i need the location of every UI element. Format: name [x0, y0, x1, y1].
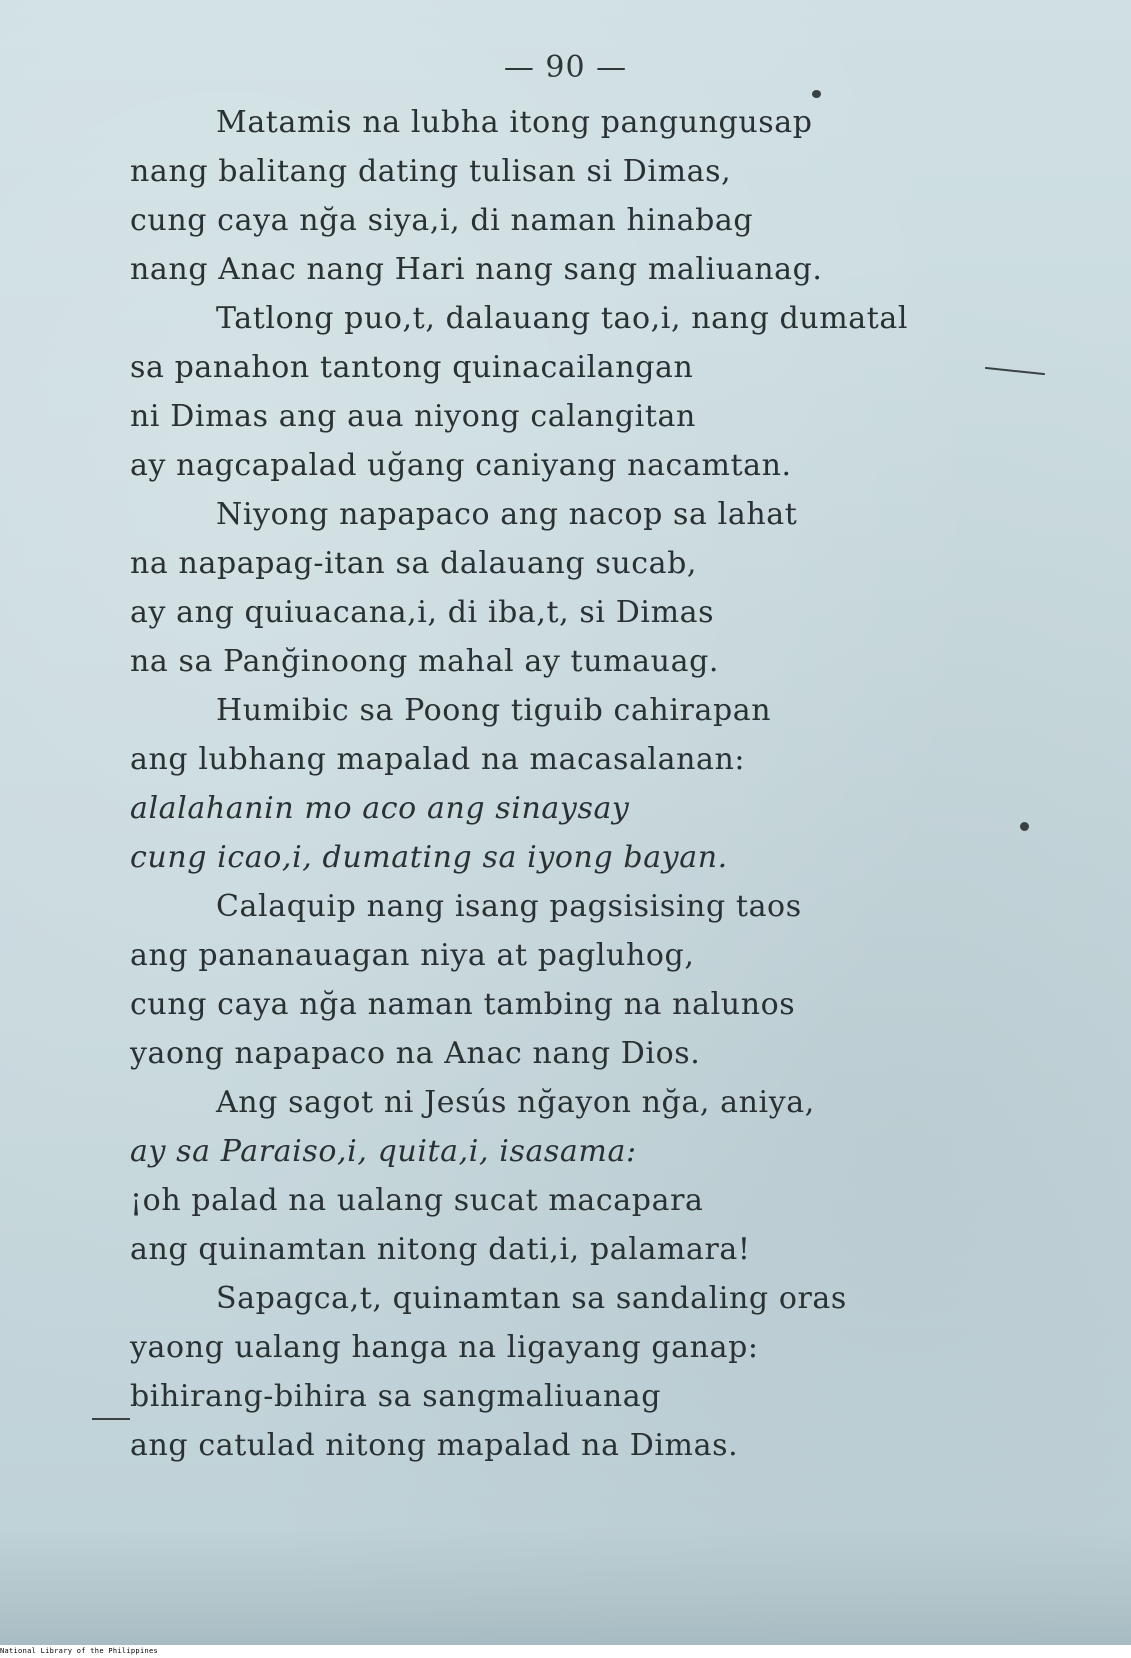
- stanza: [130, 686, 1060, 882]
- poem-line: nang balitang dating tulisan si Dimas,: [130, 154, 732, 189]
- stanza: [130, 98, 1060, 294]
- library-credit: National Library of the Philippines: [0, 1647, 159, 1655]
- stanza: [130, 294, 1060, 490]
- poem-line: cung caya nğa naman tambing na nalunos: [130, 987, 796, 1022]
- poem-line: ¡oh palad na ualang sucat macapara: [130, 1183, 704, 1218]
- poem-line: Ang sagot ni Jesús nğayon nğa, aniya,: [216, 1085, 815, 1120]
- poem-line: na sa Panğinoong mahal ay tumauag.: [130, 644, 720, 679]
- page-number: — 90 —: [503, 50, 628, 85]
- poem-body: [130, 98, 1060, 1470]
- poem-line: cung icao,i, dumating sa iyong bayan.: [130, 840, 728, 875]
- poem-line: alalahanin mo aco ang sinaysay: [130, 791, 630, 826]
- poem-line: sa panahon tantong quinacailangan: [130, 350, 694, 385]
- ink-speck: [812, 90, 821, 98]
- page-edge-shadow: [0, 1525, 1131, 1645]
- poem-line: nang Anac nang Hari nang sang maliuanag.: [130, 252, 823, 287]
- poem-line: Sapagca,t, quinamtan sa sandaling oras: [216, 1281, 847, 1316]
- poem-line: Calaquip nang isang pagsisising taos: [216, 889, 802, 924]
- poem-line: cung caya nğa siya,i, di naman hinabag: [130, 203, 754, 238]
- stanza: [130, 882, 1060, 1078]
- poem-line: Tatlong puo,t, dalauang tao,i, nang dumatal: [216, 301, 909, 336]
- stanza: [130, 490, 1060, 686]
- poem-line: Niyong napapaco ang nacop sa lahat: [216, 497, 798, 532]
- poem-line: Humibic sa Poong tiguib cahirapan: [216, 693, 772, 728]
- poem-line: yaong napapaco na Anac nang Dios.: [130, 1036, 701, 1071]
- poem-line: ni Dimas ang aua niyong calangitan: [130, 399, 696, 434]
- margin-mark: [92, 1418, 130, 1420]
- stanza: [130, 1078, 1060, 1274]
- poem-line: ang catulad nitong mapalad na Dimas.: [130, 1428, 739, 1463]
- poem-line: yaong ualang hanga na ligayang ganap:: [130, 1330, 759, 1365]
- poem-line: ang lubhang mapalad na macasalanan:: [130, 742, 746, 777]
- ink-speck: [1020, 822, 1029, 831]
- poem-line: ang quinamtan nitong dati,i, palamara!: [130, 1232, 751, 1267]
- poem-line: na napapag-itan sa dalauang sucab,: [130, 546, 698, 581]
- poem-line: ang pananauagan niya at pagluhog,: [130, 938, 695, 973]
- poem-line: bihirang-bihira sa sangmaliuanag: [130, 1379, 662, 1414]
- stanza: [130, 1274, 1060, 1470]
- poem-line: Matamis na lubha itong pangungusap: [216, 105, 813, 140]
- poem-line: ay ang quiuacana,i, di iba,t, si Dimas: [130, 595, 715, 630]
- poem-line: ay sa Paraiso,i, quita,i, isasama:: [130, 1134, 637, 1169]
- poem-line: ay nagcapalad uğang caniyang nacamtan.: [130, 448, 792, 483]
